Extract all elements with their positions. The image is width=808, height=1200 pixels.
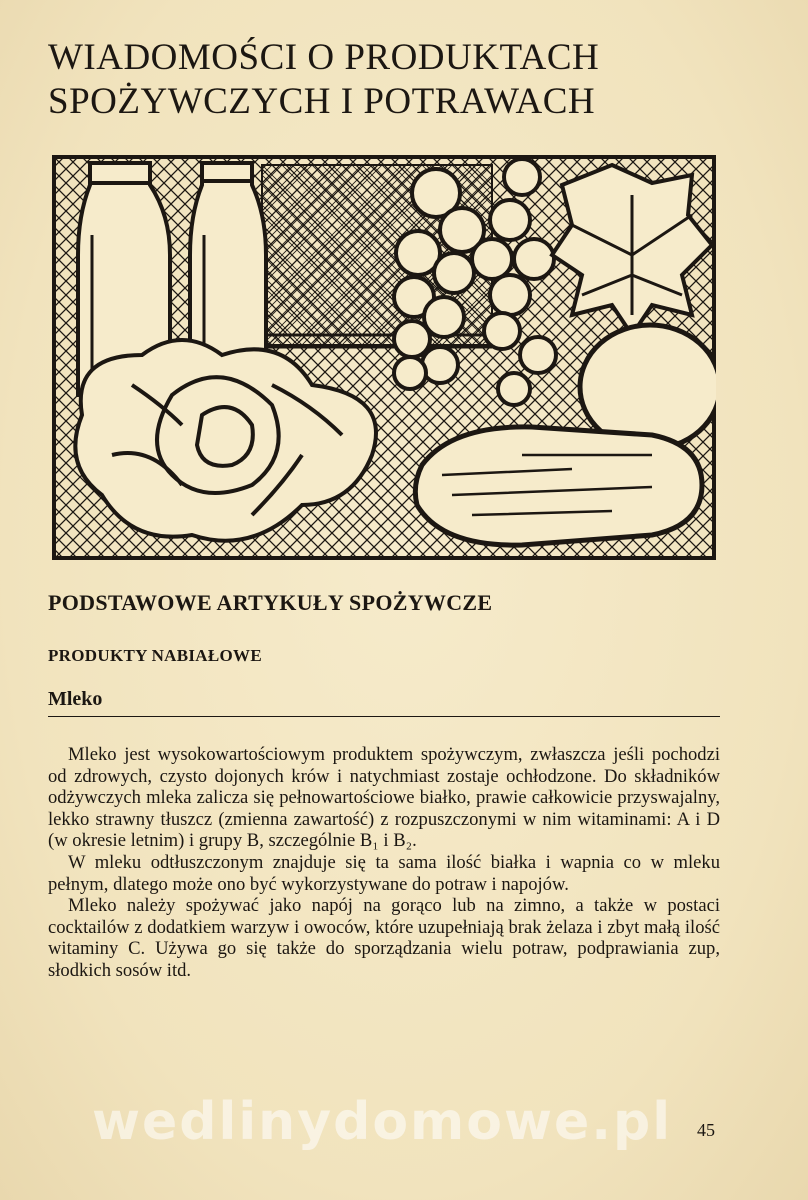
page-number: 45 xyxy=(697,1120,715,1140)
watermark: wedlinydomowe.pl xyxy=(92,1092,673,1152)
page-title-line-1: WIADOMOŚCI O PRODUKTACH xyxy=(48,37,600,78)
page-title-line-2: SPOŻYWCZYCH I POTRAWACH xyxy=(48,81,596,122)
subsection-heading: PRODUKTY NABIAŁOWE xyxy=(48,646,262,665)
section-heading: PODSTAWOWE ARTYKUŁY SPOŻYWCZE xyxy=(48,590,493,615)
vine-leaf-icon xyxy=(552,165,712,335)
topic-heading: Mleko xyxy=(48,688,103,710)
page-title xyxy=(48,36,748,124)
paragraph: W mleku odtłuszczonym znajduje się ta sama ilość białka i wapnia co w mleku pełnym, dlatego może ono być wykorzystywane do potraw i napojów. xyxy=(48,851,720,895)
paragraph: Mleko jest wysokowartościowym produktem spożywczym, zwłaszcza jeśli pochodzi od zdrowych, czysto dojonych krów i natychmiast zostaje ochłodzone. Do składników odżywczych mleka zalicza się pełnowartościowe białko, prawie całkowicie przyswajalny, lekko strawny tłuszcz (zmienna zawartość) z rozpuszczonymi w nim witaminami: A i D (w okresie letnim) i grupy B, szczególnie B₁ i B₂. xyxy=(48,744,720,852)
paragraph: Mleko należy spożywać jako napój na gorąco lub na zimno, a także w postaci cocktailów z dodatkiem warzyw i owoców, które uzupełniają brak żelaza i zbyt małą ilość witaminy C. Używa go się także do sporządzania wielu potraw, podprawiania zup, słodkich sosów itd. xyxy=(48,895,720,981)
cucumber-icon xyxy=(415,427,702,545)
heading-divider xyxy=(48,716,720,717)
body-text xyxy=(48,744,720,982)
food-illustration xyxy=(52,155,716,560)
